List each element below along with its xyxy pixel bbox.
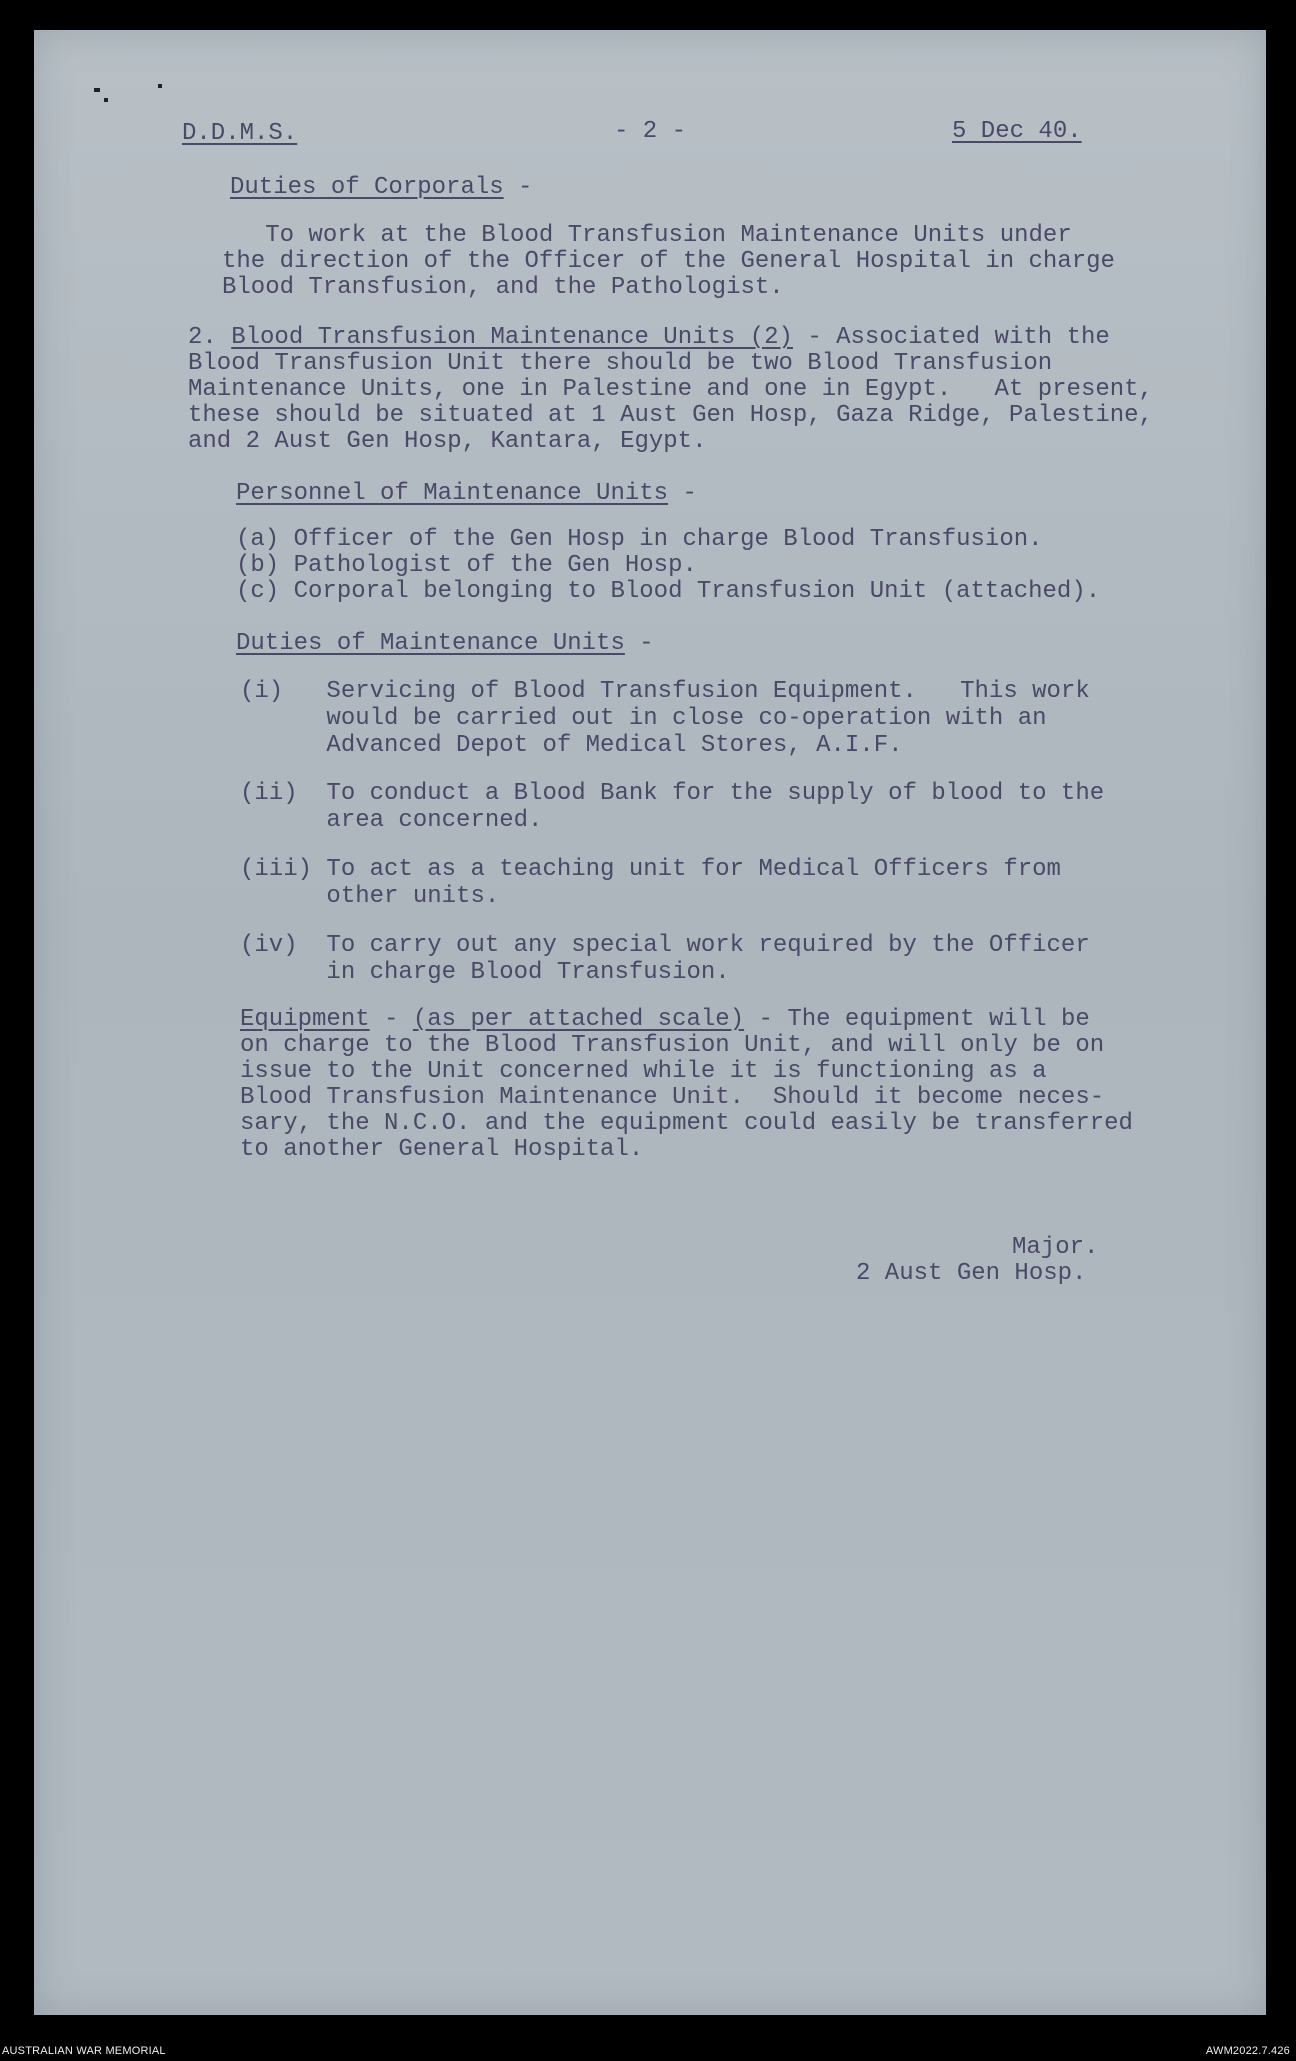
equipment-sep: - bbox=[369, 1006, 413, 1033]
corporals-line: Blood Transfusion, and the Pathologist. bbox=[222, 274, 784, 301]
equipment-line: Blood Transfusion Maintenance Unit. Should it become neces- bbox=[240, 1084, 1105, 1111]
equipment-line: on charge to the Blood Transfusion Unit, and will only be on bbox=[240, 1032, 1105, 1059]
section2-first-line-rest: - Associated with the bbox=[792, 324, 1110, 351]
personnel-item: (a) Officer of the Gen Hosp in charge Blood Transfusion. bbox=[236, 526, 1043, 553]
page-number: - 2 - bbox=[614, 118, 687, 145]
footer-reference: AWM2022.7.426 bbox=[1205, 2045, 1290, 2057]
corporals-heading: Duties of Corporals bbox=[230, 174, 504, 201]
duties-item: (iv) To carry out any special work required by the Officer in charge Blood Transfusion. bbox=[240, 932, 1090, 986]
paper-mark bbox=[94, 88, 100, 92]
duties-item: (ii) To conduct a Blood Bank for the supply of blood to the area concerned. bbox=[240, 780, 1105, 834]
section2-line: these should be situated at 1 Aust Gen Hosp, Gaza Ridge, Palestine, bbox=[188, 402, 1153, 429]
section2-heading: Blood Transfusion Maintenance Units (2) bbox=[231, 324, 793, 351]
personnel-heading-line bbox=[236, 480, 697, 507]
signature-rank: Major. bbox=[1012, 1234, 1099, 1261]
corporals-line: the direction of the Officer of the General Hospital in charge bbox=[222, 248, 1115, 275]
personnel-heading-suffix: - bbox=[668, 480, 697, 507]
footer-credit: AUSTRALIAN WAR MEMORIAL bbox=[2, 2045, 166, 2057]
duties-item: (i) Servicing of Blood Transfusion Equipment. This work would be carried out in close co-operation with an Advanced Depot of Medical Stores, A.I.F. bbox=[240, 678, 1090, 759]
section2-line: Blood Transfusion Unit there should be two Blood Transfusion bbox=[188, 350, 1053, 377]
equipment-line: to another General Hospital. bbox=[240, 1136, 644, 1163]
equipment-first-line-rest: - The equipment will be bbox=[744, 1006, 1090, 1033]
personnel-item: (b) Pathologist of the Gen Hosp. bbox=[236, 552, 697, 579]
addressee: D.D.M.S. bbox=[182, 120, 298, 147]
section2-line: and 2 Aust Gen Hosp, Kantara, Egypt. bbox=[188, 428, 707, 455]
section2-prefix: 2. bbox=[188, 324, 232, 351]
duties-item: (iii) To act as a teaching unit for Medical Officers from other units. bbox=[240, 856, 1061, 910]
duties-heading-line bbox=[236, 630, 654, 657]
signature-unit: 2 Aust Gen Hosp. bbox=[856, 1260, 1087, 1287]
corporals-heading-line bbox=[230, 174, 532, 201]
paper-mark bbox=[158, 84, 162, 88]
equipment-heading: Equipment bbox=[240, 1006, 370, 1033]
document-date: 5 Dec 40. bbox=[952, 118, 1082, 145]
equipment-first-line bbox=[240, 1006, 1090, 1033]
section2-first-line bbox=[188, 324, 1110, 351]
duties-heading-suffix: - bbox=[624, 630, 654, 657]
equipment-line: sary, the N.C.O. and the equipment could easily be transferred bbox=[240, 1110, 1133, 1137]
corporals-line: To work at the Blood Transfusion Maintenance Units under bbox=[222, 222, 1072, 249]
paper-mark bbox=[104, 98, 108, 102]
equipment-scale: (as per attached scale) bbox=[412, 1006, 745, 1033]
corporals-heading-suffix: - bbox=[503, 174, 533, 201]
section2-line: Maintenance Units, one in Palestine and one in Egypt. At present, bbox=[188, 376, 1153, 403]
personnel-item: (c) Corporal belonging to Blood Transfusion Unit (attached). bbox=[236, 578, 1101, 605]
equipment-line: issue to the Unit concerned while it is functioning as a bbox=[240, 1058, 1047, 1085]
duties-heading: Duties of Maintenance Units bbox=[236, 630, 625, 657]
personnel-heading: Personnel of Maintenance Units bbox=[236, 480, 669, 507]
